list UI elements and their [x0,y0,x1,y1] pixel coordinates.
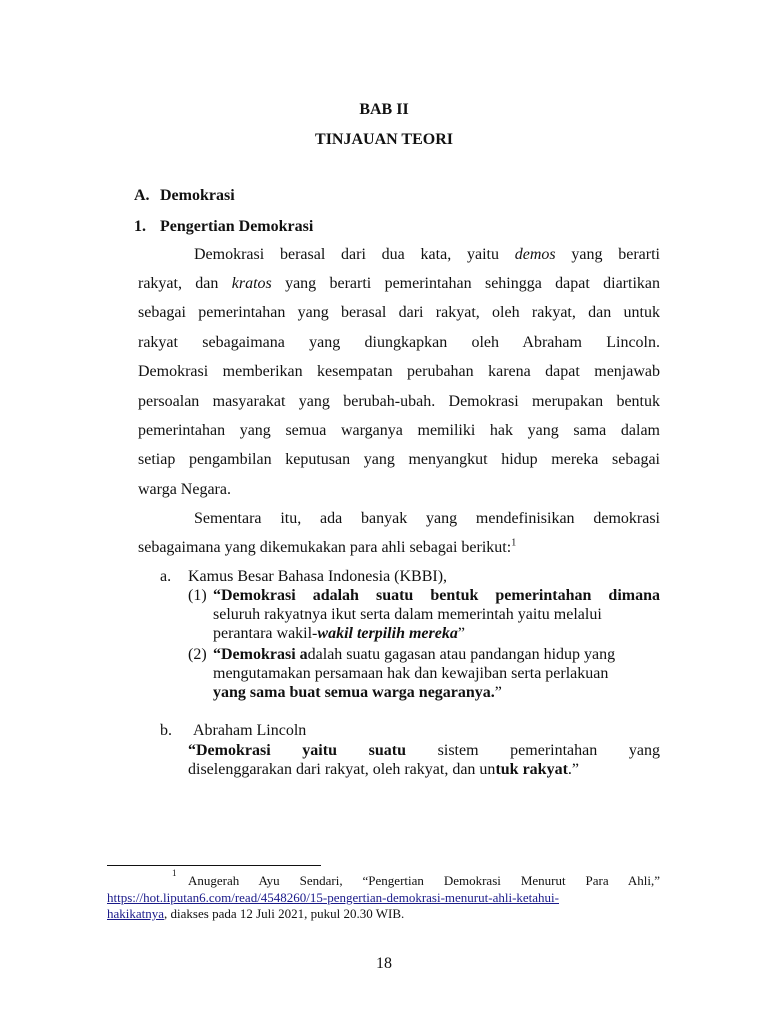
list-a-marker: a. [160,568,172,585]
list-a-title: Kamus Besar Bahasa Indonesia (KBBI), [188,568,448,585]
list-b-marker: b. [160,722,172,739]
footnote-divider [107,865,321,866]
footnote-line1: Anugerah Ayu Sendari, “Pengertian Demokrasi Menurut Para Ahli,” [188,873,660,888]
paragraph1-line3: sebagai pemerintahan yang berasal dari rakyat, oleh rakyat, dan untuk [138,304,660,321]
paragraph1-line5: Demokrasi memberikan kesempatan perubahan karena dapat menjawab [138,363,660,380]
footnote-url[interactable]: https://hot.liputan6.com/read/4548260/15-pengertian-demokrasi-menurut-ahli-ketahui- [107,890,559,905]
list-a-item1-line2: seluruh rakyatnya ikut serta dalam memerintah yaitu melalui [213,606,602,623]
paragraph2-line2: sebagaimana yang dikemukakan para ahli sebagai berikut:$^1$ [138,537,517,556]
page-number: 18 [376,955,392,972]
paragraph1-line2: rakyat, dan kratos yang berarti pemerintahan sehingga dapat diartikan [138,275,661,292]
list-b-title: Abraham Lincoln [193,722,307,739]
list-a-item2-line1: “Demokrasi adalah suatu gagasan atau pandangan hidup yang [213,646,616,663]
subsection-marker: 1. [134,218,146,235]
paragraph1-line7: pemerintahan yang semua warganya memiliki hak yang sama dalam [138,422,660,439]
list-a-item2-line2: mengutamakan persamaan hak dan kewajiban serta perlakuan [213,665,609,682]
paragraph1-line9: warga Negara. [138,481,231,498]
chapter-title: TINJAUAN TEORI [315,131,453,148]
paragraph1-line4: rakyat sebagaimana yang diungkapkan oleh Abraham Lincoln. [138,334,660,351]
paragraph1-line6: persoalan masyarakat yang berubah-ubah. Demokrasi merupakan bentuk [138,393,660,410]
section-title: Demokrasi [160,187,235,204]
footnote-line2 [107,890,559,906]
list-b-line1: “Demokrasi yaitu suatu sistem pemerintahan yang [188,742,661,759]
list-a-item1-line1: “Demokrasi adalah suatu bentuk pemerintahan dimana [213,587,660,604]
chapter-heading: BAB II [359,101,409,118]
list-a-item2-line3: yang sama buat semua warga negaranya.” [213,684,502,701]
subsection-title: Pengertian Demokrasi [160,218,314,235]
footnote-reference[interactable]: 1 [511,537,517,549]
list-a-item1-line3: perantara wakil-wakil terpilih mereka” [213,625,465,642]
footnote-number: 1 [172,868,177,878]
footnote-line3: hakikatnya, diakses pada 12 Juli 2021, pukul 20.30 WIB. [107,906,405,921]
paragraph2-line1: Sementara itu, ada banyak yang mendefinisikan demokrasi [194,510,660,527]
list-a-item1-marker: (1) [188,587,207,604]
list-b-line2: diselenggarakan dari rakyat, oleh rakyat, dan untuk rakyat.” [188,761,579,778]
section-marker: A. [134,187,150,204]
list-a-item2-marker: (2) [188,646,207,663]
footnote-url-continued[interactable]: hakikatnya [107,906,165,921]
paragraph1-line8: setiap pengambilan keputusan yang menyangkut hidup mereka sebagai [138,451,660,468]
paragraph1-line1: Demokrasi berasal dari dua kata, yaitu demos yang berarti [194,246,660,263]
